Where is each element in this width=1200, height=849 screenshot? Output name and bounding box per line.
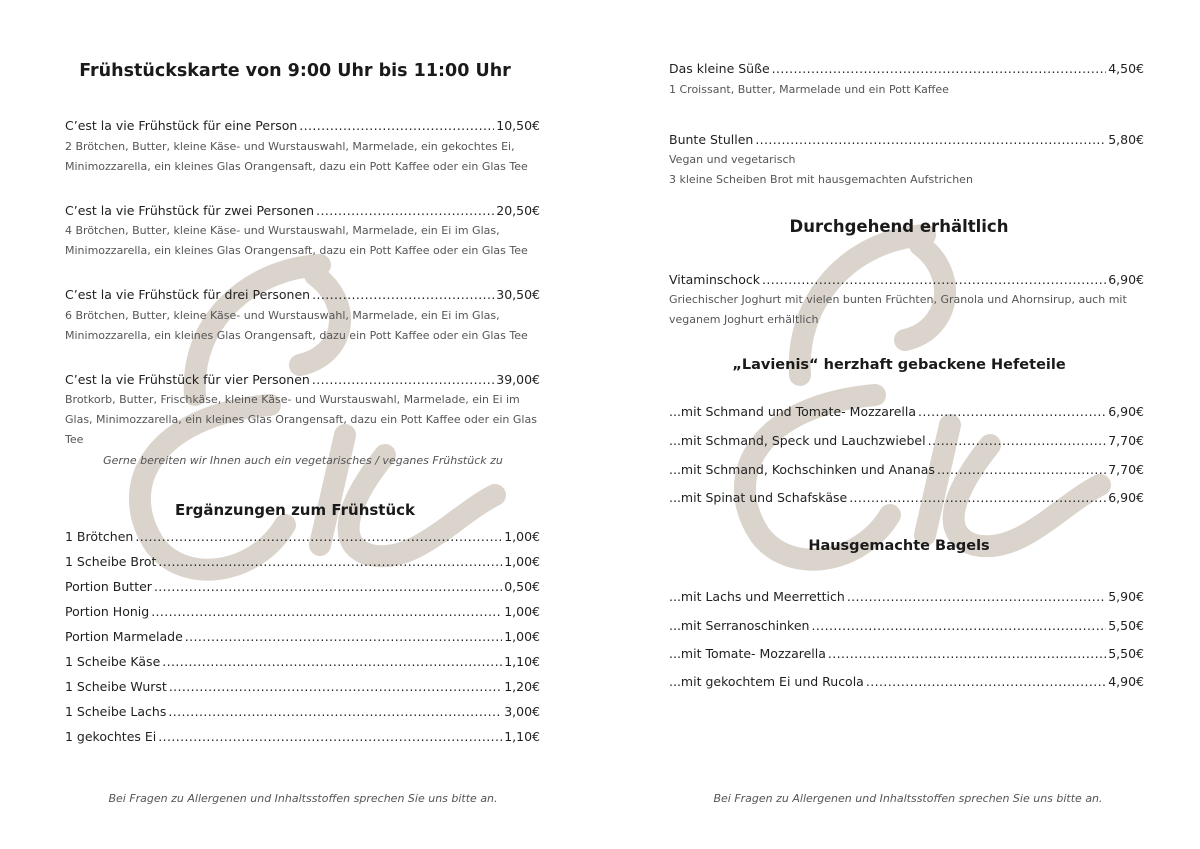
leader-dots — [185, 629, 502, 645]
item-price: 5,50€ — [1108, 646, 1144, 661]
menu-item-extra — [65, 554, 540, 570]
leader-dots — [928, 433, 1107, 449]
item-price: 1,00€ — [504, 604, 540, 619]
menu-item-extra — [65, 704, 540, 720]
item-name: C’est la vie Frühstück für vier Personen — [65, 372, 310, 387]
item-name: C’est la vie Frühstück für zwei Personen — [65, 203, 315, 218]
item-name: ...mit Schmand, Kochschinken und Ananas — [669, 462, 935, 477]
leader-dots — [299, 118, 494, 134]
leader-dots — [316, 203, 494, 219]
menu-item-breakfast-3 — [65, 287, 540, 303]
allergen-footer: Bei Fragen zu Allergenen und Inhaltsstoffen sprechen Sie uns bitte an. — [108, 792, 498, 805]
leader-dots — [937, 462, 1106, 478]
leader-dots — [169, 679, 502, 695]
item-name: ...mit Tomate- Mozzarella — [669, 646, 826, 661]
menu-item-bagel — [669, 618, 1144, 634]
item-name: Portion Honig — [65, 604, 150, 619]
menu-item-bagel — [669, 589, 1144, 605]
menu-item-bagel — [669, 674, 1144, 690]
leader-dots — [158, 554, 502, 570]
menu-item-breakfast-2 — [65, 203, 540, 219]
item-price: 1,20€ — [504, 679, 540, 694]
item-description: 6 Brötchen, Butter, kleine Käse- und Wurstauswahl, Marmelade, ein Ei im Glas, Minimozzarella, ein kleines Glas Orangensaft, dazu ein Pott Kaffee oder ein Glas Tee — [65, 309, 528, 342]
item-name: Bunte Stullen — [669, 132, 754, 147]
item-name: ...mit Serranoschinken — [669, 618, 810, 633]
item-price: 7,70€ — [1108, 433, 1144, 448]
item-name: ...mit Lachs und Meerrettich — [669, 589, 845, 604]
menu-item-extra — [65, 579, 540, 595]
item-price: 20,50€ — [496, 203, 540, 218]
menu-item-extra — [65, 679, 540, 695]
item-price: 4,90€ — [1108, 674, 1144, 689]
item-name: 1 Scheibe Brot — [65, 554, 157, 569]
section-title-all-day: Durchgehend erhältlich — [789, 217, 1009, 236]
menu-item-extra — [65, 654, 540, 670]
leader-dots — [755, 132, 1106, 148]
item-description: 3 kleine Scheiben Brot mit hausgemachten Aufstrichen — [669, 173, 973, 186]
leader-dots — [866, 674, 1106, 690]
item-name: 1 Scheibe Käse — [65, 654, 161, 669]
menu-item-extra — [65, 529, 540, 545]
menu-item-breakfast-4 — [65, 372, 540, 388]
item-price: 6,90€ — [1108, 490, 1144, 505]
leader-dots — [847, 589, 1106, 605]
vegetarian-note: Gerne bereiten wir Ihnen auch ein vegetarisches / veganes Frühstück zu — [103, 454, 503, 467]
leader-dots — [762, 272, 1106, 288]
menu-item-stullen — [669, 132, 1144, 148]
item-name: ...mit Schmand, Speck und Lauchzwiebel — [669, 433, 926, 448]
item-description: Vegan und vegetarisch — [669, 153, 796, 166]
item-price: 1,10€ — [504, 654, 540, 669]
item-price: 3,00€ — [504, 704, 540, 719]
menu-item-sweet — [669, 61, 1144, 77]
leader-dots — [312, 372, 494, 388]
item-price: 1,10€ — [504, 729, 540, 744]
item-price: 5,90€ — [1108, 589, 1144, 604]
leader-dots — [849, 490, 1106, 506]
menu-item-vitamin — [669, 272, 1144, 288]
menu-item-hefe — [669, 490, 1144, 506]
item-name: ...mit Spinat und Schafskäse — [669, 490, 848, 505]
leader-dots — [158, 729, 502, 745]
leader-dots — [168, 704, 502, 720]
menu-item-extra — [65, 604, 540, 620]
item-price: 1,00€ — [504, 529, 540, 544]
leader-dots — [151, 604, 502, 620]
item-price: 6,90€ — [1108, 404, 1144, 419]
leader-dots — [154, 579, 502, 595]
item-name: 1 Scheibe Wurst — [65, 679, 167, 694]
leader-dots — [772, 61, 1107, 77]
item-price: 6,90€ — [1108, 272, 1144, 287]
leader-dots — [312, 287, 494, 303]
menu-item-extra — [65, 629, 540, 645]
item-price: 5,80€ — [1108, 132, 1144, 147]
item-name: Portion Marmelade — [65, 629, 183, 644]
menu-item-breakfast-1 — [65, 118, 540, 134]
item-name: 1 Brötchen — [65, 529, 134, 544]
item-description: 1 Croissant, Butter, Marmelade und ein Pott Kaffee — [669, 83, 949, 96]
item-name: Das kleine Süße — [669, 61, 770, 76]
menu-page-right — [600, 0, 1200, 849]
page-title: Frühstückskarte von 9:00 Uhr bis 11:00 Uhr — [79, 61, 511, 81]
leader-dots — [162, 654, 502, 670]
item-name: C’est la vie Frühstück für eine Person — [65, 118, 298, 133]
menu-item-hefe — [669, 433, 1144, 449]
item-price: 1,00€ — [504, 629, 540, 644]
section-title-hefeteile: „Lavienis“ herzhaft gebackene Hefeteile — [732, 357, 1066, 373]
item-price: 39,00€ — [496, 372, 540, 387]
leader-dots — [811, 618, 1106, 634]
item-name: 1 Scheibe Lachs — [65, 704, 167, 719]
item-price: 1,00€ — [504, 554, 540, 569]
item-description: Brotkorb, Butter, Frischkäse, kleine Käse- und Wurstauswahl, Marmelade, ein Ei im Glas, Minimozzarella, ein kleines Glas Orangensaft, dazu ein Pott Kaffee oder ein Glas Tee — [65, 393, 537, 446]
section-title-bagels: Hausgemachte Bagels — [808, 538, 990, 554]
item-name: Vitaminschock — [669, 272, 760, 287]
item-price: 30,50€ — [496, 287, 540, 302]
leader-dots — [918, 404, 1106, 420]
item-name: C’est la vie Frühstück für drei Personen — [65, 287, 311, 302]
leader-dots — [135, 529, 502, 545]
section-title-extras: Ergänzungen zum Frühstück — [174, 501, 416, 519]
item-price: 7,70€ — [1108, 462, 1144, 477]
item-name: ...mit Schmand und Tomate- Mozzarella — [669, 404, 917, 419]
item-name: 1 gekochtes Ei — [65, 729, 157, 744]
menu-item-hefe — [669, 462, 1144, 478]
item-name: ...mit gekochtem Ei und Rucola — [669, 674, 864, 689]
item-price: 0,50€ — [504, 579, 540, 594]
menu-item-hefe — [669, 404, 1144, 420]
item-name: Portion Butter — [65, 579, 152, 594]
item-description: 2 Brötchen, Butter, kleine Käse- und Wurstauswahl, Marmelade, ein gekochtes Ei, Minimozzarella, ein kleines Glas Orangensaft, dazu ein Pott Kaffee oder ein Glas Tee — [65, 140, 528, 173]
item-price: 10,50€ — [496, 118, 540, 133]
leader-dots — [828, 646, 1106, 662]
item-description: 4 Brötchen, Butter, kleine Käse- und Wurstauswahl, Marmelade, ein Ei im Glas, Minimozzarella, ein kleines Glas Orangensaft, dazu ein Pott Kaffee oder ein Glas Tee — [65, 224, 528, 257]
item-description: Griechischer Joghurt mit vielen bunten Früchten, Granola und Ahornsirup, auch mit veganem Joghurt erhältlich — [669, 293, 1127, 326]
menu-item-bagel — [669, 646, 1144, 662]
allergen-footer: Bei Fragen zu Allergenen und Inhaltsstoffen sprechen Sie uns bitte an. — [713, 792, 1103, 805]
item-price: 4,50€ — [1108, 61, 1144, 76]
item-price: 5,50€ — [1108, 618, 1144, 633]
menu-item-extra — [65, 729, 540, 745]
